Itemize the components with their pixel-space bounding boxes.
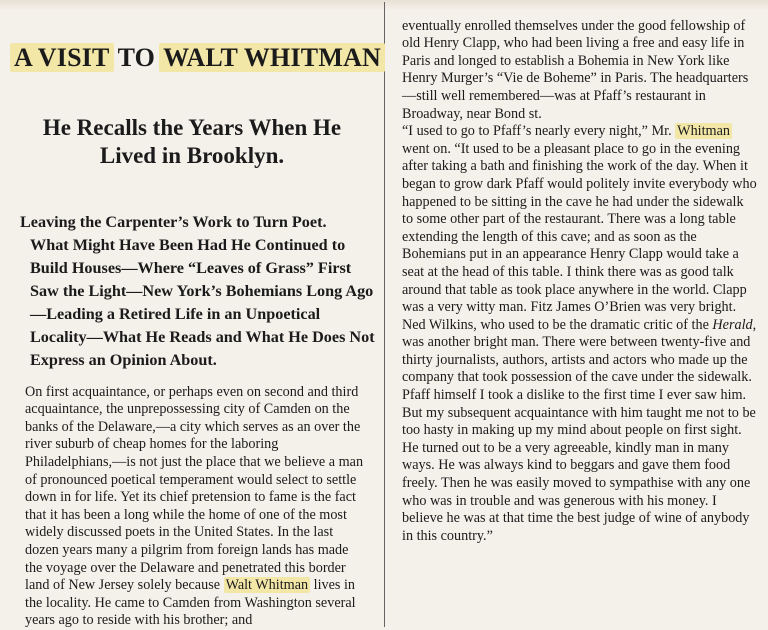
column-divider [384,2,385,627]
headline-to: TO [117,43,156,72]
left-body-text [25,366,368,630]
left-body-after-name: lives in the locality. He came to Camden from Washington several years ago to reside with his brother; and [25,577,356,629]
headline-highlight-walt-whitman: WALT WHITMAN [159,43,385,72]
article-headline [10,40,382,76]
highlighted-name-walt-whitman: Walt Whitman [225,577,309,594]
article-subhead: He Recalls the Years When He Lived in Brooklyn. [42,115,342,168]
left-body-before-name: On first acquaintance, or perhaps even on second and third acquaintance, the unprepossessing city of Camden on the banks of the Delaware,—a city which serves as an over the river suburb of cheap homes for the laboring Philadelphians,—is not just the place that we believe a man of pronounced poetical temperament would select to settle down in for life. Yet its chief pretension to fame is the fact that it has been a long while the home of one of the most widely discussed poets in the United States. In the last dozen years many a pilgrim from foreign lands has made the voyage over the Delaware and penetrated this border land of New Jersey solely because [25,383,364,594]
headline-highlight-visit: A VISIT [10,43,114,72]
right-body-part-1: eventually enrolled themselves under the good fellowship of old Henry Clapp, who had been living a free and easy life in Paris and longed to establish a Bohemia in New York like Henry Murger’s “Vie de Boheme” in Paris. The headquarters—still well remembered—was at Pfaff’s restaurant in Broadway, near Bond st. “I used to go to Pfaff’s nearly every night,” Mr. [402,17,749,140]
highlighted-name-whitman: Whitman [677,123,730,140]
right-body-text [402,0,757,545]
italic-herald: Herald [712,316,753,333]
right-body-part-2: went on. “It used to be a pleasant place to go in the evening after taking a bath and finishing the work of the day. When it began to grow dark Pfaff would politely invite everybody who happened to be sitting in the cave he had under the sidewalk to some other part of the restaurant. There was a long table extending the length of this cave; and as soon as the Bohemians put in an appearance Henry Clapp would take a seat at the head of this table. I think there was as good talk around that table as took place anywhere in the world. Clapp was a very witty man. Fitz James O’Brien was very bright. Ned Wilkins, who used to be the dramatic critic of the [402,140,757,333]
right-body-part-3: , was another bright man. There were between twenty-five and thirty journalists, authors, artists and actors who made up the company that took possession of the cave under the sidewalk. Pfaff himself I took a dislike to the first time I ever saw him. But my subsequent acquaintance with him taught me not to be too hasty in making up my mind about people on first sight. He turned out to be a very agreeable, kindly man in many ways. He was always kind to beggars and gave them food freely. Then he was easily moved to sympathise with any one who was in trouble and was generous with his money. I believe he was at that time the best judge of wine of anybody in this country.” [402,316,757,544]
article-deck: Leaving the Carpenter’s Work to Turn Poet. What Might Have Been Had He Continued to Build Houses—Where “Leaves of Grass” First Saw the Light—New York’s Bohemians Long Ago—Leading a Retired Life in an Unpoetical Locality—What He Reads and What He Does Not Express an Opinion About. [20,213,375,369]
